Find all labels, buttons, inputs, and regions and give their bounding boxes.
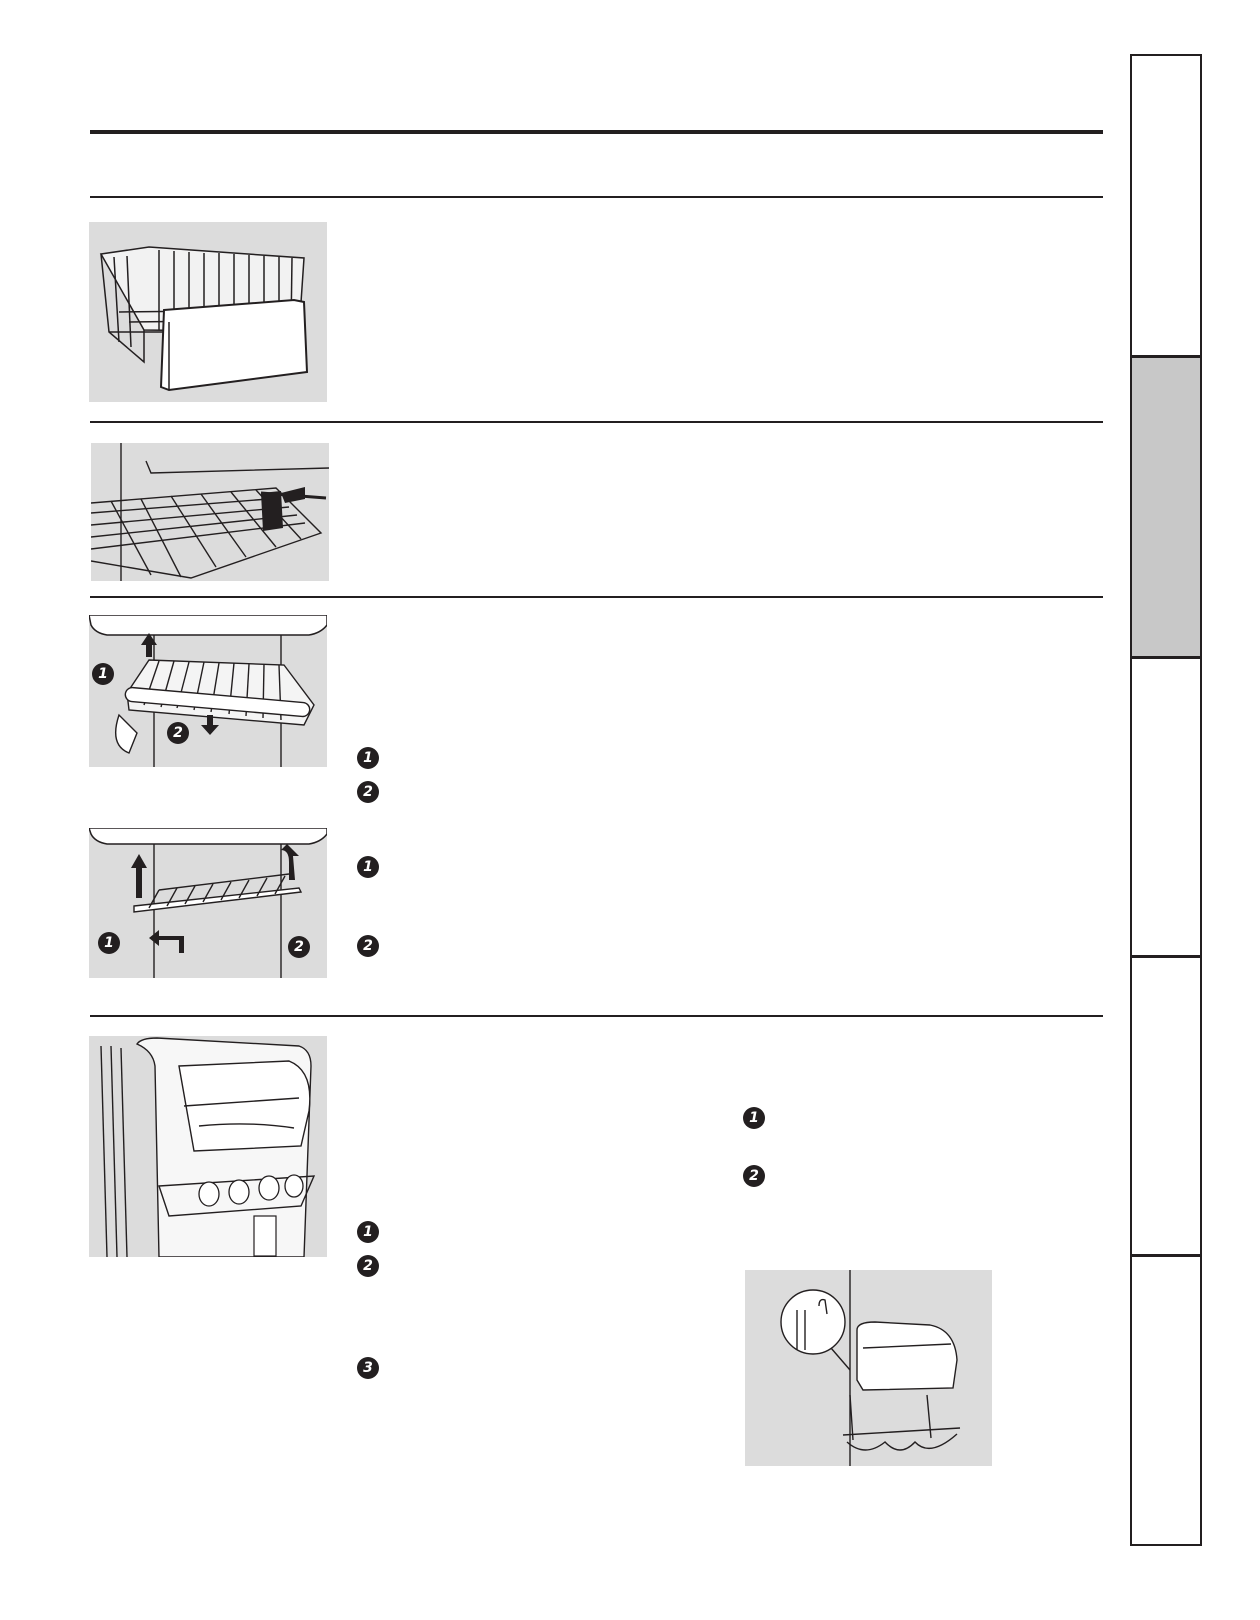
step-number: 2 bbox=[357, 1255, 379, 1277]
side-tab-strip bbox=[1130, 54, 1202, 1546]
shelf-stop-illustration bbox=[91, 443, 329, 581]
side-tab-3[interactable] bbox=[1132, 659, 1200, 956]
step-number: 2 bbox=[357, 781, 379, 803]
callout-step-2: 2 bbox=[167, 722, 189, 744]
step-number: 1 bbox=[357, 1221, 379, 1243]
page-top-rule bbox=[90, 130, 1103, 134]
section-divider bbox=[90, 421, 1103, 423]
door-bin-can-rack-illustration bbox=[89, 1036, 327, 1257]
section-divider bbox=[90, 596, 1103, 598]
callout-step-1: 1 bbox=[98, 932, 120, 954]
callout-step-1: 1 bbox=[92, 663, 114, 685]
section-divider bbox=[90, 196, 1103, 198]
freezer-basket-illustration bbox=[89, 222, 327, 402]
can-rack-install-illustration bbox=[745, 1270, 992, 1466]
shelf-removal-illustration bbox=[89, 615, 327, 767]
callout-step-2: 2 bbox=[288, 936, 310, 958]
step-number: 3 bbox=[357, 1357, 379, 1379]
step-number: 2 bbox=[357, 935, 379, 957]
section-divider bbox=[90, 1015, 1103, 1017]
side-tab-2-selected[interactable] bbox=[1132, 358, 1200, 657]
side-tab-5[interactable] bbox=[1132, 1257, 1200, 1544]
side-tab-1[interactable] bbox=[1132, 56, 1200, 356]
step-number: 1 bbox=[743, 1107, 765, 1129]
step-number: 1 bbox=[357, 856, 379, 878]
step-number: 2 bbox=[743, 1165, 765, 1187]
step-number: 1 bbox=[357, 747, 379, 769]
side-tab-4[interactable] bbox=[1132, 958, 1200, 1255]
